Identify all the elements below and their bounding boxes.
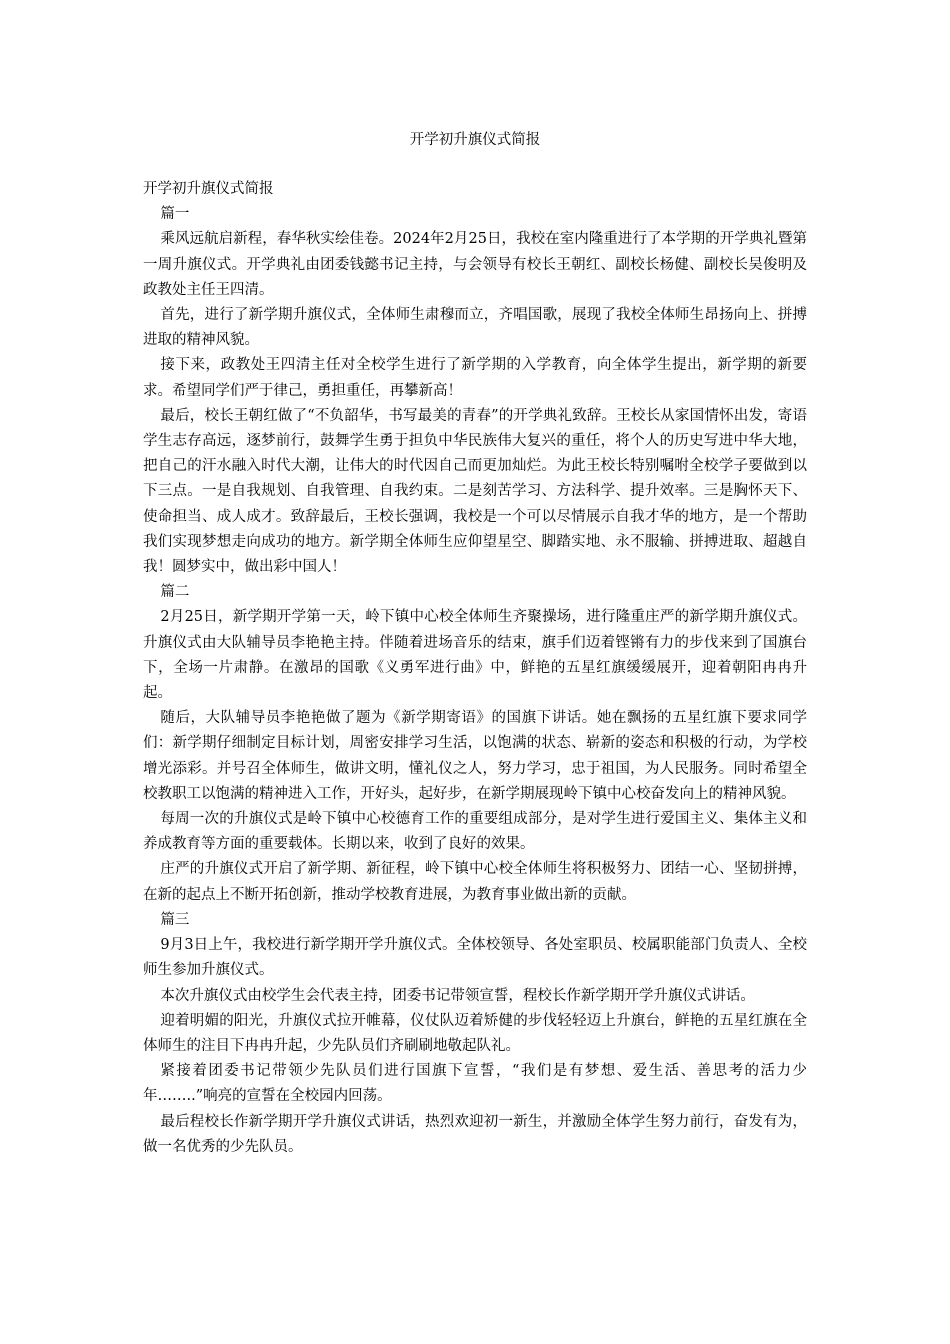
paragraph: 本次升旗仪式由校学生会代表主持，团委书记带领宣誓，程校长作新学期开学升旗仪式讲话。 xyxy=(160,987,755,1004)
section-heading: 篇二 xyxy=(160,584,190,601)
paragraph: 每周一次的升旗仪式是岭下镇中心校德育工作的重要组成部分，是对学生进行爱国主义、集体主义和养成教育等方面的重要载体。长期以来，收到了良好的效果。 xyxy=(143,811,807,853)
paragraph: 接下来，政教处王四清主任对全校学生进行了新学期的入学教育，向全体学生提出，新学期的新要求。希望同学们严于律己，勇担重任，再攀新高！ xyxy=(143,357,807,399)
document-body xyxy=(143,177,807,1160)
paragraph: 迎着明媚的阳光，升旗仪式拉开帷幕，仪仗队迈着矫健的步伐轻轻迈上升旗台，鲜艳的五星红旗在全体师生的注目下冉冉升起，少先队员们齐刷刷地敬起队礼。 xyxy=(143,1012,807,1054)
paragraph: 紧接着团委书记带领少先队员们进行国旗下宣誓，“我们是有梦想、爱生活、善思考的活力少年……..”响亮的宣誓在全校园内回荡。 xyxy=(143,1063,807,1105)
paragraph: 乘风远航启新程，春华秋实绘佳卷。2024年2月25日，我校在室内隆重进行了本学期的开学典礼暨第一周升旗仪式。开学典礼由团委钱懿书记主持，与会领导有校长王朝红、副校长杨健、副校长吴俊明及政教处主任王四清。 xyxy=(143,231,807,298)
document-title: 开学初升旗仪式简报 xyxy=(409,132,541,148)
paragraph: 2月25日，新学期开学第一天，岭下镇中心校全体师生齐聚操场，进行隆重庄严的新学期升旗仪式。升旗仪式由大队辅导员李艳艳主持。伴随着进场音乐的结束，旗手们迈着铿锵有力的步伐来到了国旗台下，全场一片肃静。在激昂的国歌《义勇军进行曲》中，鲜艳的五星红旗缓缓展开，迎着朝阳冉冉升起。 xyxy=(143,609,807,702)
paragraph: 9月3日上午，我校进行新学期开学升旗仪式。全体校领导、各处室职员、校属职能部门负责人、全校师生参加升旗仪式。 xyxy=(143,937,807,979)
document-subtitle: 开学初升旗仪式简报 xyxy=(143,181,274,197)
paragraph: 最后程校长作新学期开学升旗仪式讲话，热烈欢迎初一新生，并激励全体学生努力前行，奋发有为，做一名优秀的少先队员。 xyxy=(143,1113,807,1155)
section-heading: 篇三 xyxy=(160,911,190,928)
paragraph: 随后，大队辅导员李艳艳做了题为《新学期寄语》的国旗下讲话。她在飘扬的五星红旗下要求同学们：新学期仔细制定目标计划，周密安排学习生活，以饱满的状态、崭新的姿态和积极的行动，为学校增光添彩。并号召全体师生，做讲文明，懂礼仪之人，努力学习，忠于祖国，为人民服务。同时希望全校教职工以饱满的精神进入工作，开好头，起好步，在新学期展现岭下镇中心校奋发向上的精神风貌。 xyxy=(143,710,807,802)
paragraph: 首先，进行了新学期升旗仪式，全体师生肃穆而立，齐唱国歌，展现了我校全体师生昂扬向上、拼搏进取的精神风貌。 xyxy=(143,307,807,349)
section-heading: 篇一 xyxy=(160,206,190,223)
paragraph: 庄严的升旗仪式开启了新学期、新征程，岭下镇中心校全体师生将积极努力、团结一心、坚韧拼搏，在新的起点上不断开拓创新，推动学校教育进展，为教育事业做出新的贡献。 xyxy=(143,861,807,903)
paragraph: 最后，校长王朝红做了“不负韶华，书写最美的青春”的开学典礼致辞。王校长从家国情怀出发，寄语学生志存高远，逐梦前行，鼓舞学生勇于担负中华民族伟大复兴的重任，将个人的历史写进中华大地，把自己的汗水融入时代大潮，让伟大的时代因自己而更加灿烂。为此王校长特别嘱咐全校学子要做到以下三点。一是自我规划、自我管理、自我约束。二是刻苦学习、方法科学、提升效率。三是胸怀天下、使命担当、成人成才。致辞最后，王校长强调，我校是一个可以尽情展示自我才华的地方，是一个帮助我们实现梦想走向成功的地方。新学期全体师生应仰望星空、脚踏实地、永不服输、拼搏进取、超越自我！圆梦实中，做出彩中国人！ xyxy=(143,407,807,576)
